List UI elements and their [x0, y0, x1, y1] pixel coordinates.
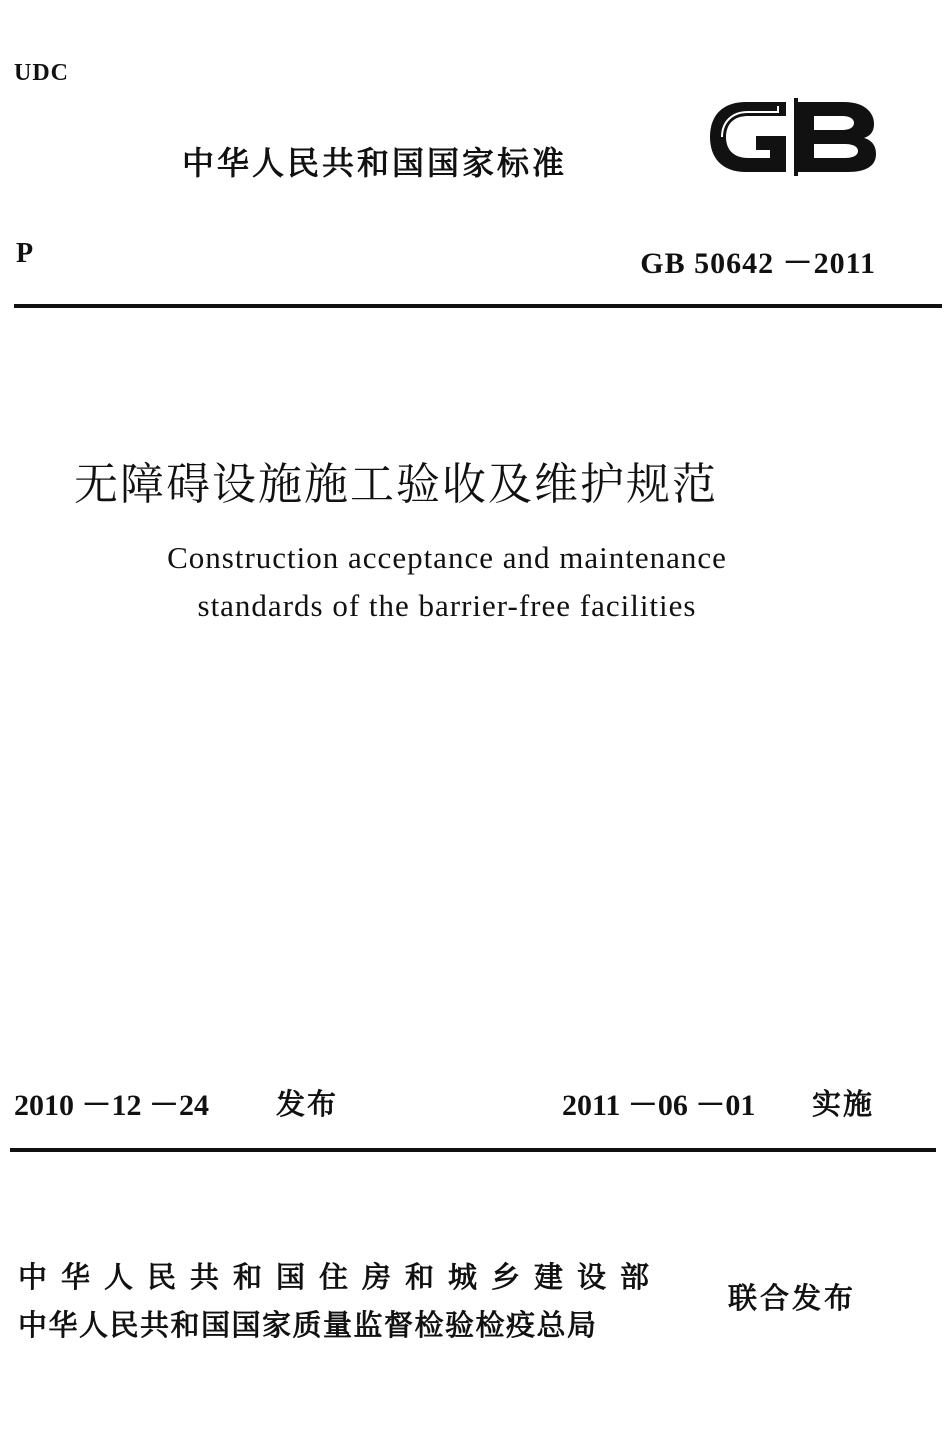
issuer-aqsiq: 中华人民共和国国家质量监督检验检疫总局: [18, 1308, 598, 1342]
issue-label: 发布: [276, 1087, 339, 1121]
title-english-line-1: Construction acceptance and maintenance: [167, 540, 727, 575]
joint-issue-label: 联合发布: [728, 1281, 857, 1315]
title-chinese: 无障碍设施施工验收及维护规范: [74, 459, 718, 510]
title-english-line-2: standards of the barrier-free facilities: [197, 588, 697, 623]
standard-number: GB 50642 －2011: [640, 247, 876, 280]
implementation-label: 实施: [812, 1087, 875, 1121]
issue-date: 2010 －12 －24: [14, 1089, 209, 1122]
gb-logo: [704, 92, 880, 182]
issuer-ministry-housing: 中华人民共和国住房和城乡建设部: [18, 1260, 664, 1294]
top-divider: [14, 304, 942, 308]
bottom-divider: [10, 1148, 936, 1152]
udc-label: UDC: [14, 60, 69, 86]
national-standard-title: 中华人民共和国国家标准: [182, 144, 568, 182]
implementation-date: 2011 －06 －01: [562, 1089, 756, 1122]
classification-code: P: [16, 238, 34, 269]
